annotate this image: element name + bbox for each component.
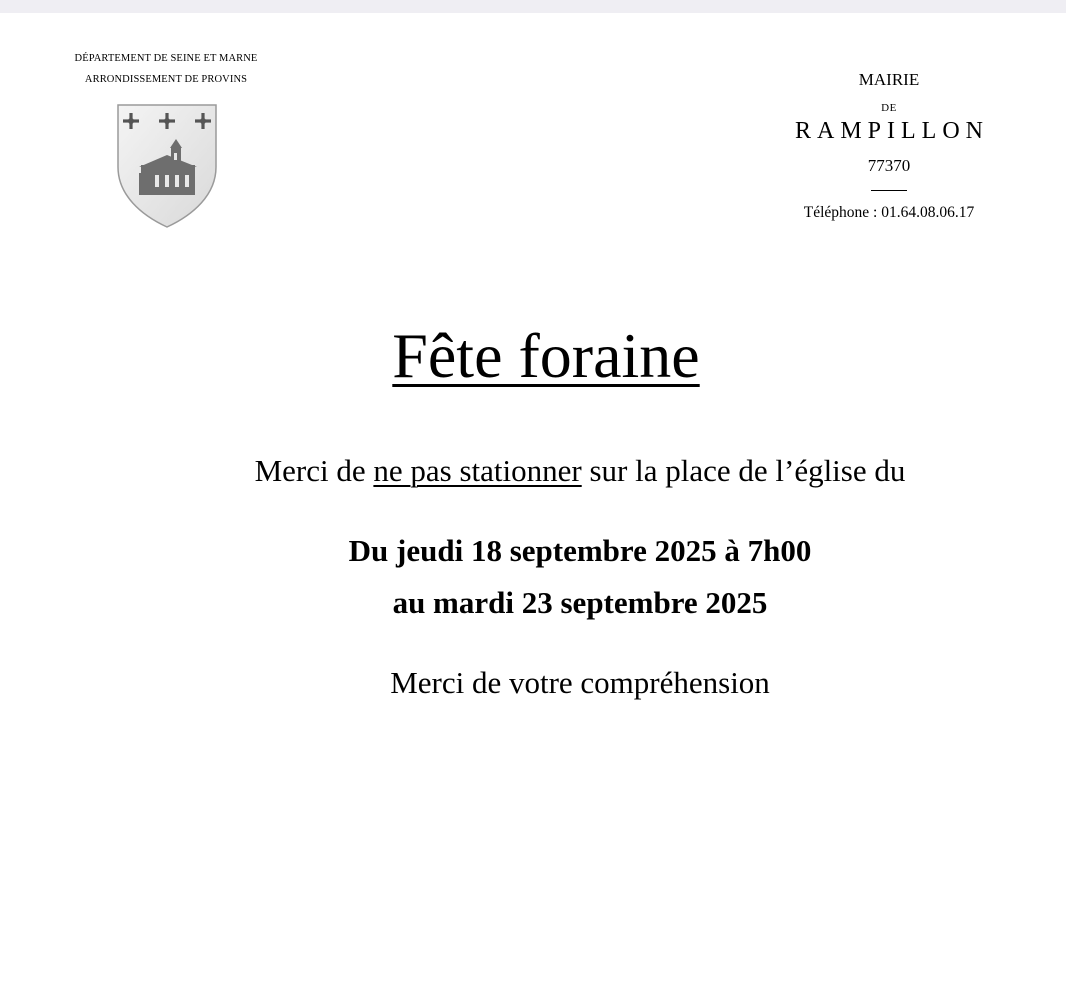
town-name: RAMPILLON (794, 118, 989, 144)
notice-prefix: Merci de (254, 453, 374, 488)
top-strip (0, 0, 1066, 13)
mairie-de-label: DE (881, 102, 897, 114)
page-title-text: Fête foraine (392, 320, 700, 391)
letterhead-divider (871, 190, 907, 191)
department-line: DÉPARTEMENT DE SEINE ET MARNE (74, 53, 258, 64)
arrondissement-line: ARRONDISSEMENT DE PROVINS (84, 74, 248, 85)
coat-of-arms-icon (115, 103, 219, 229)
date-from: Du jeudi 18 septembre 2025 à 7h00 (348, 533, 812, 568)
phone-number: Téléphone : 01.64.08.06.17 (803, 204, 975, 221)
mairie-label: MAIRIE (858, 70, 920, 89)
parking-notice (0, 452, 1066, 490)
page-title (0, 316, 1066, 396)
date-to: au mardi 23 septembre 2025 (392, 585, 768, 620)
postcode: 77370 (867, 156, 911, 175)
notice-underlined: ne pas stationner (373, 453, 582, 488)
closing-line: Merci de votre compréhension (390, 665, 770, 700)
notice-suffix: sur la place de l’église du (581, 453, 906, 488)
